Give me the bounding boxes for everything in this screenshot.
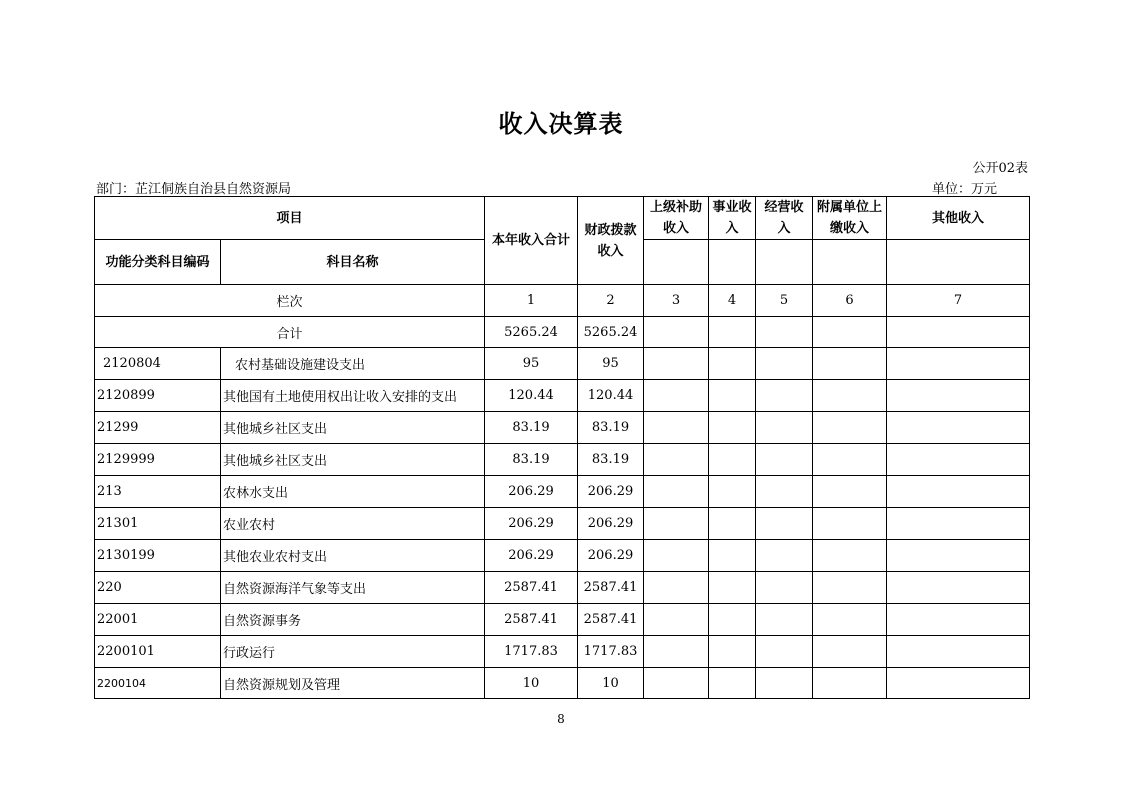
empty-cell <box>709 636 756 668</box>
func-code-cell: 21299 <box>95 412 221 444</box>
empty-cell <box>756 572 813 604</box>
empty-cell <box>756 412 813 444</box>
fiscal-cell: 2587.41 <box>578 604 644 636</box>
table-row <box>95 476 1030 508</box>
header-business-line2: 入 <box>725 221 739 236</box>
empty-cell <box>813 476 887 508</box>
empty-cell <box>709 668 756 699</box>
total-cell: 83.19 <box>485 412 578 444</box>
empty-cell <box>813 348 887 380</box>
fiscal-cell: 206.29 <box>578 508 644 540</box>
empty-cell <box>644 572 709 604</box>
empty-cell <box>813 508 887 540</box>
total-cell: 206.29 <box>485 540 578 572</box>
subject-name-cell: 农业农村 <box>221 508 485 540</box>
empty-cell <box>709 348 756 380</box>
table-row <box>95 444 1030 476</box>
empty-cell <box>644 380 709 412</box>
empty-cell <box>709 412 756 444</box>
header-total: 本年收入合计 <box>485 197 578 285</box>
subject-name-cell: 其他城乡社区支出 <box>221 444 485 476</box>
header-operating-line1: 经营收 <box>764 200 804 215</box>
subject-name-cell: 自然资源规划及管理 <box>221 668 485 699</box>
subject-name-cell: 农林水支出 <box>221 476 485 508</box>
empty-cell <box>644 444 709 476</box>
header-fiscal <box>578 197 644 285</box>
empty-cell <box>709 380 756 412</box>
empty-cell <box>756 380 813 412</box>
fiscal-cell: 83.19 <box>578 412 644 444</box>
empty-cell <box>887 668 1030 699</box>
header-subject-name: 科目名称 <box>221 240 485 285</box>
empty-cell <box>887 412 1030 444</box>
func-code-cell: 2200104 <box>95 668 221 699</box>
header-business <box>709 197 756 240</box>
empty-cell <box>709 508 756 540</box>
fiscal-cell: 120.44 <box>578 380 644 412</box>
empty-cell <box>709 572 756 604</box>
empty-cell <box>709 476 756 508</box>
total-cell: 2587.41 <box>485 604 578 636</box>
empty-cell <box>644 540 709 572</box>
empty-cell <box>887 240 1030 285</box>
empty-cell <box>887 444 1030 476</box>
fiscal-cell: 206.29 <box>578 476 644 508</box>
empty-cell <box>813 317 887 348</box>
empty-cell <box>813 240 887 285</box>
total-row <box>95 317 1030 348</box>
column-number: 5 <box>756 285 813 317</box>
header-superior-line2: 收入 <box>663 221 690 236</box>
func-code-cell: 21301 <box>95 508 221 540</box>
header-fiscal-line1: 财政拨款 <box>584 222 637 238</box>
page-number: 8 <box>557 712 565 726</box>
department-label: 部门：芷江侗族自治县自然资源局 <box>96 182 292 197</box>
column-number-row <box>95 285 1030 317</box>
fiscal-cell: 1717.83 <box>578 636 644 668</box>
header-operating-line2: 入 <box>777 221 791 236</box>
fiscal-cell: 206.29 <box>578 540 644 572</box>
header-business-line1: 事业收 <box>712 200 752 215</box>
subject-name-cell: 其他国有土地使用权出让收入安排的支出 <box>221 380 485 412</box>
empty-cell <box>813 540 887 572</box>
subject-name-cell: 自然资源海洋气象等支出 <box>221 572 485 604</box>
column-number: 4 <box>709 285 756 317</box>
total-cell: 1717.83 <box>485 636 578 668</box>
table-row <box>95 348 1030 380</box>
empty-cell <box>709 604 756 636</box>
empty-cell <box>756 444 813 476</box>
subject-name-cell: 农村基础设施建设支出 <box>221 348 485 380</box>
empty-cell <box>887 317 1030 348</box>
column-number: 3 <box>644 285 709 317</box>
empty-cell <box>756 540 813 572</box>
subject-name-cell: 自然资源事务 <box>221 604 485 636</box>
empty-cell <box>887 540 1030 572</box>
fiscal-cell: 10 <box>578 668 644 699</box>
column-number-label: 栏次 <box>95 285 485 317</box>
table-row <box>95 572 1030 604</box>
table-row <box>95 508 1030 540</box>
total-cell: 10 <box>485 668 578 699</box>
header-operating <box>756 197 813 240</box>
header-superior <box>644 197 709 240</box>
empty-cell <box>644 348 709 380</box>
total-cell: 120.44 <box>485 380 578 412</box>
empty-cell <box>887 380 1030 412</box>
header-affiliated-line2: 缴收入 <box>830 221 870 236</box>
table-row <box>95 668 1030 699</box>
column-number: 7 <box>887 285 1030 317</box>
header-affiliated <box>813 197 887 240</box>
empty-cell <box>644 317 709 348</box>
empty-cell <box>709 240 756 285</box>
empty-cell <box>644 240 709 285</box>
fiscal-cell: 83.19 <box>578 444 644 476</box>
total-cell: 95 <box>485 348 578 380</box>
total-label: 合计 <box>95 317 485 348</box>
header-superior-line1: 上级补助 <box>650 200 703 215</box>
subject-name-cell: 其他城乡社区支出 <box>221 412 485 444</box>
empty-cell <box>756 668 813 699</box>
empty-cell <box>709 444 756 476</box>
header-other: 其他收入 <box>887 197 1030 240</box>
table-row <box>95 540 1030 572</box>
total-cell: 206.29 <box>485 508 578 540</box>
header-row-1 <box>95 197 1030 240</box>
empty-cell <box>813 380 887 412</box>
column-number: 6 <box>813 285 887 317</box>
empty-cell <box>813 412 887 444</box>
form-number: 公开02表 <box>972 161 1028 176</box>
fiscal-cell: 2587.41 <box>578 572 644 604</box>
func-code-cell: 22001 <box>95 604 221 636</box>
empty-cell <box>756 604 813 636</box>
func-code-cell: 2130199 <box>95 540 221 572</box>
func-code-cell: 213 <box>95 476 221 508</box>
total-cell: 83.19 <box>485 444 578 476</box>
empty-cell <box>644 604 709 636</box>
total-fiscal-value: 5265.24 <box>578 317 644 348</box>
empty-cell <box>756 476 813 508</box>
table-row <box>95 380 1030 412</box>
func-code-cell: 2200101 <box>95 636 221 668</box>
empty-cell <box>887 348 1030 380</box>
empty-cell <box>756 636 813 668</box>
empty-cell <box>887 508 1030 540</box>
income-table <box>94 196 1030 699</box>
total-value: 5265.24 <box>485 317 578 348</box>
func-code-cell: 2129999 <box>95 444 221 476</box>
total-cell: 2587.41 <box>485 572 578 604</box>
empty-cell <box>756 240 813 285</box>
empty-cell <box>813 604 887 636</box>
header-item: 项目 <box>95 197 485 240</box>
table-row <box>95 636 1030 668</box>
empty-cell <box>644 668 709 699</box>
page-title: 收入决算表 <box>498 110 624 138</box>
empty-cell <box>644 476 709 508</box>
column-number: 1 <box>485 285 578 317</box>
empty-cell <box>756 317 813 348</box>
empty-cell <box>813 636 887 668</box>
empty-cell <box>709 317 756 348</box>
unit-label: 单位：万元 <box>932 182 998 197</box>
empty-cell <box>756 348 813 380</box>
empty-cell <box>887 572 1030 604</box>
total-cell: 206.29 <box>485 476 578 508</box>
subject-name-cell: 行政运行 <box>221 636 485 668</box>
func-code-cell: 220 <box>95 572 221 604</box>
empty-cell <box>813 444 887 476</box>
column-number: 2 <box>578 285 644 317</box>
empty-cell <box>813 572 887 604</box>
empty-cell <box>887 636 1030 668</box>
empty-cell <box>887 476 1030 508</box>
empty-cell <box>644 412 709 444</box>
empty-cell <box>756 508 813 540</box>
table-row <box>95 604 1030 636</box>
func-code-cell: 2120899 <box>95 380 221 412</box>
empty-cell <box>644 636 709 668</box>
header-affiliated-line1: 附属单位上 <box>817 200 883 215</box>
header-fiscal-line2: 收入 <box>597 243 624 259</box>
empty-cell <box>644 508 709 540</box>
empty-cell <box>813 668 887 699</box>
empty-cell <box>709 540 756 572</box>
fiscal-cell: 95 <box>578 348 644 380</box>
table-row <box>95 412 1030 444</box>
header-func-code: 功能分类科目编码 <box>95 240 221 285</box>
subject-name-cell: 其他农业农村支出 <box>221 540 485 572</box>
func-code-cell: 2120804 <box>95 348 221 380</box>
empty-cell <box>887 604 1030 636</box>
